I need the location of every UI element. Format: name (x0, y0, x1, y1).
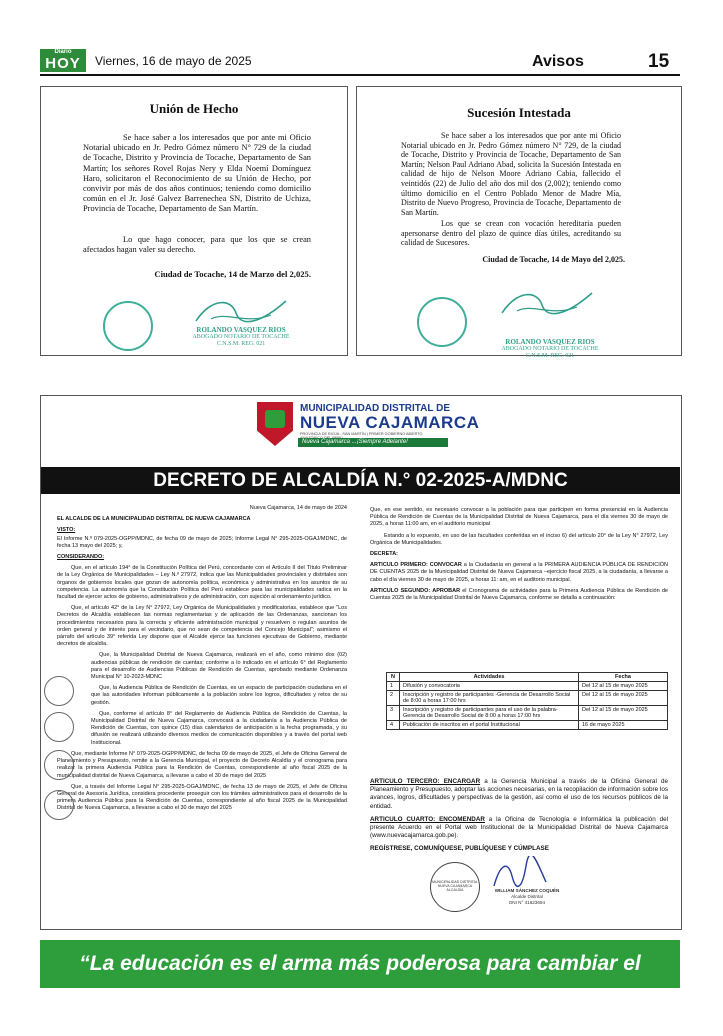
notice-body-2: Los que se crean con vocación hereditaria pueden apersonarse dentro del plazo de quince días útiles, acreditando su calidad de Sucesores. (401, 219, 621, 248)
decreto-date: Nueva Cajamarca, 14 de mayo de 2024 (249, 505, 347, 511)
logo-small-text: Diario (54, 49, 72, 55)
table-row (387, 682, 668, 691)
shield-emblem-icon (265, 410, 285, 428)
notary-name: ROLANDO VASQUEZ RIOS (196, 326, 286, 334)
initial-stamp-icon (44, 790, 74, 820)
logo-big-text: HOY (45, 55, 81, 72)
table-header: N (387, 673, 400, 682)
considerando-p7: Que, a través del Informe Legal N° 295-2025-OGAJ/MDNC, de fecha 13 de mayo de 2025, el Jefe de Oficina General de Asesoría Jurídica, considera procedente proseguir con los trámites administrativos para el desarrollo de la primera Audiencia Pública para la Rendición de Cuentas, correspondiente al año fiscal 2025 de la Municipalidad Distrital de Nueva Cajamarca, a llevarse a cabo el 30 de mayo del 2025 (57, 783, 347, 812)
decreto-right-column (370, 507, 668, 606)
table-header: Fecha (579, 673, 668, 682)
municipality-slogan: Nueva Cajamarca ...¡Siempre Adelante! (298, 438, 448, 447)
right-p2: Estando a lo expuesto, en uso de las facultades conferidas en el inciso 6) del artículo 20° de la Ley N° 27972, Ley Orgánica de Municipalidades. (370, 532, 668, 546)
municipality-stamp-text: MUNICIPALIDAD DISTRITAL NUEVA CAJAMARCA ALCALDÍA (432, 880, 478, 892)
decreta-heading: DECRETA: (370, 551, 399, 558)
articulo-tercero-text: a la Gerencia Municipal a través de la Oficina General de Planeamiento y Presupuesto, adoptar las acciones necesarias, en la recopilación de información sobre los avances, logros, dificultades y perspectivas de la gestión, así como el uso de los recursos públicos de la entidad. (370, 778, 669, 810)
municipality-name-line1: MUNICIPALIDAD DISTRITAL DE (300, 403, 450, 414)
table-cell: 1 (387, 682, 400, 691)
considerando-p1: Que, en el artículo 194° de la Constitución Política del Perú, concordante con el Artículo II del Título Preliminar de la Ley Orgánica de Municipalidades – Ley N.º 27972, indica que las Municipalidades provinciales y distritales son órganos de gobiernos locales que gozan de autonomía política, económica y administrativa en los asuntos de su competencia. La autonomía que la Constitución Política del Perú establece para las municipalidades radica en la facultad de ejercer actos de gobierno, administrativos y de administración, con sujeción al ordenamiento jurídico. (57, 565, 347, 601)
visto-text: El Informe N.º 079-2025-OGPP/MDNC, de fecha 09 de mayo de 2025; Informe Legal N° 295-2025-OGAJ/MDNC, de fecha 13 mayo del 2025; y, (57, 535, 347, 549)
articulo-segundo-heading: ARTICULO SEGUNDO: APROBAR (370, 587, 461, 594)
municipality-name-line2: NUEVA CAJAMARCA (300, 413, 480, 432)
notice-body-2: Lo que hago conocer, para que los que se crean afectados hagan valer su derecho. (83, 235, 311, 255)
considerando-p6: Que, mediante Informe N° 079-2025-OGPP/MDNC, de fecha 09 de mayo de 2025, el Jefe de Oficina General de Planeamiento y Presupuesto, remite a la Gerencia Municipal, el proyecto de Decreto Alcaldía y el cronograma para realizar la primera Audiencia Pública para la Rendición de Cuentas, correspondiente al año fiscal 2025 de la municipalidad distrital de Nueva Cajamarca, a llevarse a cabo el 30 de mayo del 2025 (57, 750, 347, 779)
decreto-articles-3-4 (370, 778, 668, 859)
considerando-p5: Que, conforme el artículo 8° del Reglamento de Audiencia Pública de Rendición de Cuentas, la Municipalidad Distrital de Nueva Cajamarca, convocará a la ciudadanía a la Audiencia Pública de Rendición de Cuentas, con quince (15) días calendarios de anticipación a la fecha programada, y su difusión se realizará utilizando diversos medios de comunicación disponibles y a través del portal web Institucional. (91, 710, 347, 746)
table-cell: Inscripción y registro de participantes -Gerencia de Desarrollo Social de 8:00 a horas 17:00 hrs (400, 691, 579, 706)
notary-signature-icon (497, 285, 597, 321)
table-cell: 4 (387, 721, 400, 730)
table-row (387, 706, 668, 721)
articulo-cuarto-heading: ARTICULO CUARTO: ENCOMENDAR (370, 815, 485, 823)
articulo-tercero (370, 778, 668, 811)
section-title: Avisos (532, 53, 584, 70)
mayor-role: Alcalde Distrital (511, 894, 543, 899)
articulo-primero (370, 562, 668, 584)
footer-quote-banner: “La educación es el arma más poderosa para cambiar el mundo” (40, 940, 680, 988)
page-number: 15 (648, 51, 670, 72)
notary-name: ROLANDO VASQUEZ RIOS (505, 338, 595, 346)
notary-reg: C.N.S.M. REG. 021 (525, 353, 575, 359)
notice-union-de-hecho (40, 86, 348, 356)
municipality-stamp-icon (430, 862, 480, 912)
considerando-heading: CONSIDERANDO: (57, 554, 105, 561)
issue-date: Viernes, 16 de mayo de 2025 (95, 54, 252, 68)
notice-body: Se hace saber a los interesados que por ante mi Oficio Notarial ubicado en Jr. Pedro Gómez número N° 729 de la ciudad de Tocache, Distrito y Provincia de Tocache, Departamento de San Martín; los señores Rovel Rojas Nery y Elda Noemí Domínguez Haro, solicitaron el Reconocimiento de su Unión de Hecho, por convivir por más de dos años continuos; teniendo como domicilio común en el Jr. José Galvez Barrenechea SN, Distrito de Uchiza, Provincia de Tocache, Departamento de San Martín. (83, 133, 311, 214)
table-cell: 3 (387, 706, 400, 721)
alcalde-heading: EL ALCALDE DE LA MUNICIPALIDAD DISTRITAL DE NUEVA CAJAMARCA (57, 516, 251, 523)
table-cell: Del 12 al 15 de mayo 2025 (579, 682, 668, 691)
notice-city-date: Ciudad de Tocache, 14 de Mayo del 2,025. (482, 255, 625, 264)
articulo-segundo-text: el Cronograma de actividades para la Primera Audiencia Pública de Rendición de Cuentas 2025 de la Municipalidad Distrital de Nueva Cajamarca, conforme se detalla a continuación: (370, 587, 668, 602)
considerando-p3: Que, la Municipalidad Distrital de Nueva Cajamarca, realizará en el año, como mínimo dos (02) audiencias públicas de rendición de cuentas; conforme a lo indicado en el artículo 6° del Reglamento para el desarrollo de Audiencias Públicas de Rendición de Cuentas, aprobado mediante Ordenanza Municipal N° 10-2023-MDNC (91, 652, 347, 681)
closing-formula: REGÍSTRESE, COMUNÍQUESE, PUBLÍQUESE Y CÚMPLASE (370, 845, 549, 853)
decreto-left-column (57, 505, 347, 817)
notice-title: Unión de Hecho (149, 101, 239, 116)
considerando-p2: Que, el artículo 42° de la Ley N° 27972, Ley Orgánica de Municipalidades y modificatorias, establece que "Los Decretos de Alcaldía establecen las normas reglamentarias y de aplicación de las Ordenanzas, sancionan los procedimientos necesarios para la correcta y eficiente administración municipal y resuelven o regulan asuntos de orden general y de interés para el vecindario, que no sean de competencia del Concejo Municipal"; asimismo el párrafo del artículo 39° referida Ley dispone que el Alcalde ejerce las funciones ejecutivas de Gobierno, mediante decretos de alcaldía. (57, 605, 347, 648)
notice-sucesion-intestada (356, 86, 682, 359)
right-p1: Que, en ese sentido, es necesario convocar a la población para que participen en forma presencial en la Audiencia Pública de Rendición de Cuentas de la Municipalidad Distrital de Nueva Cajamarca, para el día viernes 30 de mayo de 2025, a horas 11:00 am, en el auditorio municipal (370, 507, 668, 528)
initial-stamp-icon (44, 750, 74, 780)
articulo-cuarto-text: a la Oficina de Tecnología e Informática la publicación del presente Acuerdo en el Portal web Institucional de la Municipalidad Distrital de Nueva Cajamarca (www.nuevacajamarca.gob.pe). (370, 815, 668, 840)
mayor-signature-icon (490, 856, 550, 892)
notice-city-date: Ciudad de Tocache, 14 de Marzo del 2,025. (154, 269, 311, 279)
table-row (387, 721, 668, 730)
table-cell: Publicación de inscritos en el portal Institucional (400, 721, 579, 730)
articulo-primero-text: a la Ciudadanía en general a la PRIMERA AUDIENCIA PÚBLICA DE RENDICIÓN DE CUENTAS 2025 de la Municipalidad Distrital de Nueva Cajamarca –ejercicio fiscal 2025, a la ciudadanía, a llevarse a cabo el día viernes 30 de mayo de 2025, a horas 11: am, en el auditorio municipal. (370, 562, 668, 583)
table-cell: Del 12 al 15 de mayo 2025 (579, 706, 668, 721)
notary-seal-icon (103, 301, 153, 351)
newspaper-logo (40, 49, 86, 72)
table-header: Actividades (400, 673, 579, 682)
mayor-name: WILLIAM SÁNCHEZ COQUÉN (494, 888, 560, 893)
initial-stamp-icon (44, 712, 74, 742)
considerando-p4: Que, la Audiencia Pública de Rendición de Cuentas, es un espacio de participación ciudadana en el que las autoridades informan públicamente a la población sobre los logros, dificultades y retos de su gestión. (91, 685, 347, 706)
articulo-cuarto (370, 816, 668, 841)
municipality-subtitle: PROVINCIA DE RIOJA - SAN MARTÍN | PRIMER GOBIERNO ABIERTO (300, 432, 423, 436)
table-cell: 2 (387, 691, 400, 706)
notary-role: ABOGADO NOTARIO DE TOCACHE (501, 346, 599, 352)
table-cell: Inscripción y registro de participantes para el uso de la palabra-Gerencia de Desarrollo Social de 8:00 a horas 17:00 hrs (400, 706, 579, 721)
table-row (387, 691, 668, 706)
notary-signature-icon (191, 293, 291, 329)
visto-heading: VISTO: (57, 527, 76, 534)
initial-stamp-icon (44, 676, 74, 706)
table-header-row (387, 673, 668, 682)
notice-title: Sucesión Intestada (467, 105, 571, 120)
table-cell: 16 de mayo 2025 (579, 721, 668, 730)
mayor-signature-block (482, 888, 572, 906)
table-cell: Difusión y convocatoria (400, 682, 579, 691)
articulo-tercero-heading: ARTICULO TERCERO: ENCARGAR (370, 778, 481, 785)
header-rule (40, 74, 680, 76)
notary-role: ABOGADO NOTARIO DE TOCACHE (192, 334, 290, 340)
decreto-title: DECRETO DE ALCALDÍA N.° 02-2025-A/MDNC (41, 467, 680, 494)
notice-body: Se hace saber a los interesados que por ante mi Oficio Notarial ubicado en Jr. Pedro Gómez número N° 729, de la ciudad de Tocache, Distrito y Provincia de Tocache, Departamento de San Martín; Nelson Paul Adriano Abad, solicita la Sucesión Intestada en calidad de hijo de Nelson Moore Adriano Cabia, fallecido el veintidós (22) de Julio del año dos mil dos (2,002); teniendo como último domicilio en el Centro Poblado Menor de Madre Mía, Distrito de Nuevo Progreso, Provincia de Tocache, Departamento de San Martín. (401, 131, 621, 217)
articulo-segundo (370, 588, 668, 602)
mayor-dni: DNI N° 41623694 (508, 900, 546, 905)
notary-seal-icon (417, 297, 467, 347)
notary-reg: C.N.S.M. REG. 021 (216, 341, 266, 347)
activities-table (386, 672, 668, 730)
articulo-primero-heading: ARTICULO PRIMERO: CONVOCAR (370, 562, 462, 569)
table-cell: Del 12 al 15 de mayo 2025 (579, 691, 668, 706)
